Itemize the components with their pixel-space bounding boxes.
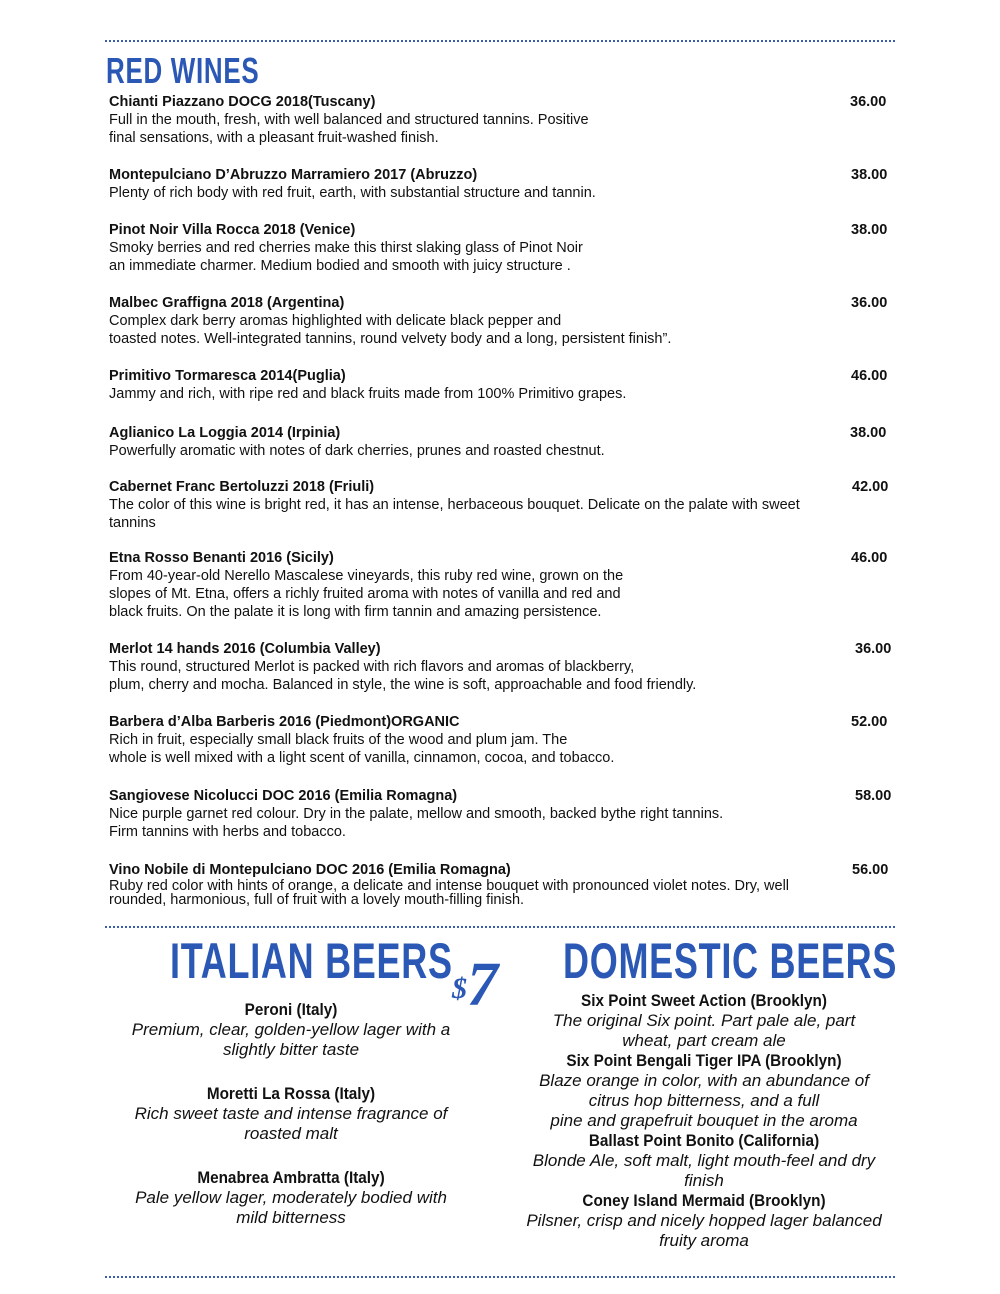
wine-price: 38.00 [850,425,887,441]
wine-item [109,549,899,621]
middle-divider [105,926,895,928]
wine-item [109,640,899,694]
wine-item [109,478,899,532]
beer-price-amount: 7 [467,951,498,1019]
beer-item [504,991,904,1051]
beer-name: Menabrea Ambratta (Italy) [197,1168,385,1187]
beer-item [504,1051,904,1131]
beer-name: Ballast Point Bonito (California) [588,1131,820,1150]
wine-name: Primitivo Tormaresca 2014(Puglia) [109,368,346,384]
wine-name: Sangiovese Nicolucci DOC 2016 (Emilia Romagna) [109,788,458,804]
wine-name: Aglianico La Loggia 2014 (Irpinia) [109,425,341,441]
wine-price: 36.00 [855,641,892,657]
wine-description: This round, structured Merlot is packed with rich flavors and aromas of blackberry, plum, cherry and mocha. Balanced in style, the wine is soft, approachable and food friendly. [109,659,697,693]
wine-item [109,787,899,841]
wine-description: The color of this wine is bright red, it has an intense, herbaceous bouquet. Delicate on the palate with sweet tannins [109,497,800,531]
italian-beers-list [108,1000,474,1228]
wine-price: 38.00 [851,167,888,183]
wine-description: From 40-year-old Nerello Mascalese vineyards, this ruby red wine, grown on the slopes of Mt. Etna, offers a richly fruited aroma with notes of vanilla and red and black fruits. On the palate it is long with firm tannin and amazing persistence. [109,568,624,620]
beer-item [504,1131,904,1191]
beer-description: Pale yellow lager, moderately bodied with mild bitterness [135,1188,447,1227]
wine-item [109,861,899,907]
wine-price: 42.00 [852,479,889,495]
wine-price: 56.00 [852,862,889,878]
domestic-beers-list [504,991,904,1251]
wine-item [109,713,899,767]
beer-item [504,1191,904,1251]
wine-price: 36.00 [850,94,887,110]
wine-price: 46.00 [851,550,888,566]
wine-price: 46.00 [851,368,888,384]
bottom-divider [105,1276,895,1278]
beer-description: Rich sweet taste and intense fragrance of roasted malt [134,1104,448,1143]
wine-description: Plenty of rich body with red fruit, earth, with substantial structure and tannin. [109,185,596,201]
wine-price: 38.00 [851,222,888,238]
beer-item [108,1084,474,1144]
wine-name: Etna Rosso Benanti 2016 (Sicily) [109,550,334,566]
beer-description: Pilsner, crisp and nicely hopped lager balanced fruity aroma [526,1211,882,1250]
beer-item [108,1168,474,1228]
wine-name: Cabernet Franc Bertoluzzi 2018 (Friuli) [109,479,375,495]
beer-name: Peroni (Italy) [244,1000,338,1019]
dollar-sign: $ [452,972,467,1005]
red-wines-title: RED WINES [106,50,260,91]
wine-name: Merlot 14 hands 2016 (Columbia Valley) [109,641,381,657]
beer-description: Blonde Ale, soft malt, light mouth-feel and dry finish [532,1151,876,1190]
wine-name: Malbec Graffigna 2018 (Argentina) [109,295,345,311]
wine-item [109,166,899,202]
wine-price: 52.00 [851,714,888,730]
wine-name: Barbera d’Alba Barberis 2016 (Piedmont)ORGANIC [109,714,460,730]
beer-name: Six Point Bengali Tiger IPA (Brooklyn) [566,1051,842,1070]
wine-description: Ruby red color with hints of orange, a delicate and intense bouquet with pronounced violet notes. Dry, well rounded, harmonious, full of fruit with a lovely mouth-filling finish. [109,878,790,908]
wine-description: Smoky berries and red cherries make this thirst slaking glass of Pinot Noir an immediate charmer. Medium bodied and smooth with juicy structure . [109,240,583,274]
wine-name: Vino Nobile di Montepulciano DOC 2016 (Emilia Romagna) [109,862,511,878]
beer-name: Six Point Sweet Action (Brooklyn) [581,991,827,1010]
beer-name: Coney Island Mermaid (Brooklyn) [582,1191,826,1210]
wine-description: Jammy and rich, with ripe red and black fruits made from 100% Primitivo grapes. [109,386,627,402]
beer-description: Premium, clear, golden-yellow lager with a slightly bitter taste [131,1020,451,1059]
wine-name: Montepulciano D’Abruzzo Marramiero 2017 (Abruzzo) [109,167,478,183]
beer-description: Blaze orange in color, with an abundance of citrus hop bitterness, and a full pine and grapefruit bouquet in the aroma [539,1071,869,1130]
wine-description: Nice purple garnet red colour. Dry in the palate, mellow and smooth, backed bythe right tannins. Firm tannins with herbs and tobacco. [109,806,724,840]
wine-price: 36.00 [851,295,888,311]
wine-item [109,294,899,348]
wine-item [109,93,899,147]
wine-description: Complex dark berry aromas highlighted with delicate black pepper and toasted notes. Well-integrated tannins, round velvety body and a long, persistent finish”. [109,313,672,347]
domestic-beers-title: DOMESTIC BEERS [563,933,898,989]
wine-name: Pinot Noir Villa Rocca 2018 (Venice) [109,222,356,238]
wine-description: Rich in fruit, especially small black fruits of the wood and plum jam. The whole is well mixed with a light scent of vanilla, cinnamon, cocoa, and tobacco. [109,732,615,766]
wine-item [109,424,899,460]
beer-description: The original Six point. Part pale ale, part wheat, part cream ale [552,1011,856,1050]
wine-description: Full in the mouth, fresh, with well balanced and structured tannins. Positive final sensations, with a pleasant fruit-washed finish. [109,112,589,146]
top-divider [105,40,895,42]
wine-item [109,367,899,403]
wine-price: 58.00 [855,788,892,804]
wine-name: Chianti Piazzano DOCG 2018(Tuscany) [109,94,376,110]
beer-item [108,1000,474,1060]
italian-beers-title: ITALIAN BEERS [170,933,453,989]
beer-name: Moretti La Rossa (Italy) [206,1084,376,1103]
wine-item [109,221,899,275]
wine-description: Powerfully aromatic with notes of dark cherries, prunes and roasted chestnut. [109,443,605,459]
